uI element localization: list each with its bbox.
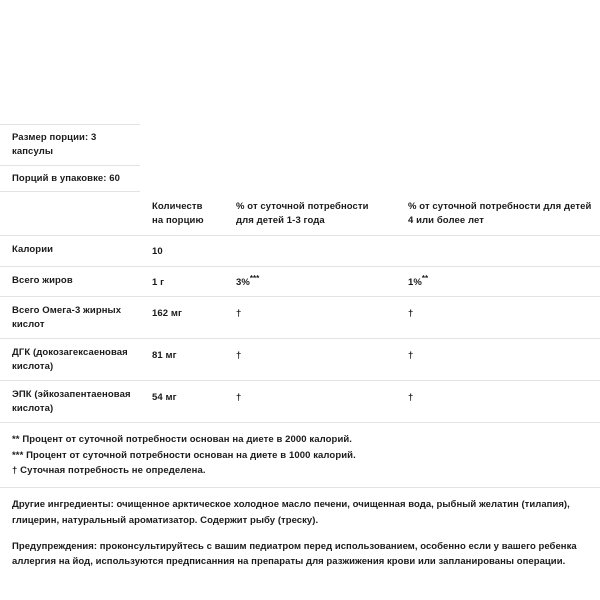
nutrient-dv-4-plus: † bbox=[396, 339, 600, 381]
footnote-2000-calories: ** Процент от суточной потребности основан на диете в 2000 калорий. bbox=[12, 434, 353, 446]
column-header-dv-children-4-plus: % от суточной потребности для детей 4 или более лет bbox=[396, 192, 600, 235]
nutrient-dv-1-3: † bbox=[224, 297, 396, 339]
nutrition-facts-table bbox=[0, 192, 600, 423]
serving-size-row: Размер порции: 3 капсулы bbox=[0, 124, 140, 165]
other-ingredients-text: Другие ингредиенты: очищенное арктическое холодное масло печени, очищенная вода, рыбный желатин (тилапия), глицерин, натуральный ароматизатор. Содержит рыбу (треску). bbox=[0, 487, 600, 530]
table-header-row bbox=[0, 192, 600, 235]
nutrient-name: Всего Омега-3 жирных кислот bbox=[0, 297, 140, 339]
table-body bbox=[0, 236, 600, 423]
nutrient-dv-4-plus: † bbox=[396, 297, 600, 339]
servings-per-container-row: Порций в упаковке: 60 bbox=[0, 165, 140, 193]
dv-superscript: ** bbox=[421, 273, 429, 283]
nutrient-dv-1-3: † bbox=[224, 381, 396, 423]
nutrient-amount: 54 мг bbox=[140, 381, 224, 423]
nutrient-dv-1-3 bbox=[224, 266, 396, 296]
nutrient-amount: 81 мг bbox=[140, 339, 224, 381]
table-row bbox=[0, 236, 600, 266]
footnote-dv-not-established: † Суточная потребность не определена. bbox=[12, 464, 206, 476]
dv-superscript: *** bbox=[249, 273, 260, 283]
nutrient-dv-1-3: † bbox=[224, 339, 396, 381]
nutrient-name: ЭПК (эйкозапентаеновая кислота) bbox=[0, 381, 140, 423]
nutrient-amount: 162 мг bbox=[140, 297, 224, 339]
column-header-amount-per-serving: Количеств на порцию bbox=[140, 192, 224, 235]
serving-info-block bbox=[0, 124, 140, 192]
nutrient-name: Калории bbox=[0, 236, 140, 266]
table-row bbox=[0, 339, 600, 381]
table-row bbox=[0, 381, 600, 423]
footnote-1000-calories: *** Процент от суточной потребности основан на диете в 1000 калорий. bbox=[12, 449, 356, 461]
nutrient-amount: 1 г bbox=[140, 266, 224, 296]
nutrient-dv-4-plus bbox=[396, 236, 600, 266]
footnotes-block bbox=[0, 423, 600, 487]
column-header-dv-children-1-3: % от суточной потребности для детей 1-3 года bbox=[224, 192, 396, 235]
dv-value: 1% bbox=[408, 276, 422, 288]
nutrient-dv-4-plus bbox=[396, 266, 600, 296]
column-header-name bbox=[0, 192, 140, 235]
nutrient-dv-1-3 bbox=[224, 236, 396, 266]
table-row bbox=[0, 297, 600, 339]
table-header bbox=[0, 192, 600, 235]
nutrient-name: ДГК (докозагексаеновая кислота) bbox=[0, 339, 140, 381]
warnings-text: Предупреждения: проконсультируйтесь с вашим педиатром перед использованием, особенно если у вашего ребенка аллергия на йод, используются предписанния на препараты для разжижения крови или запланированы операции. bbox=[12, 541, 577, 568]
nutrient-dv-4-plus: † bbox=[396, 381, 600, 423]
table-row bbox=[0, 266, 600, 296]
dv-value: 3% bbox=[236, 276, 250, 288]
nutrient-name: Всего жиров bbox=[0, 266, 140, 296]
nutrient-amount: 10 bbox=[140, 236, 224, 266]
